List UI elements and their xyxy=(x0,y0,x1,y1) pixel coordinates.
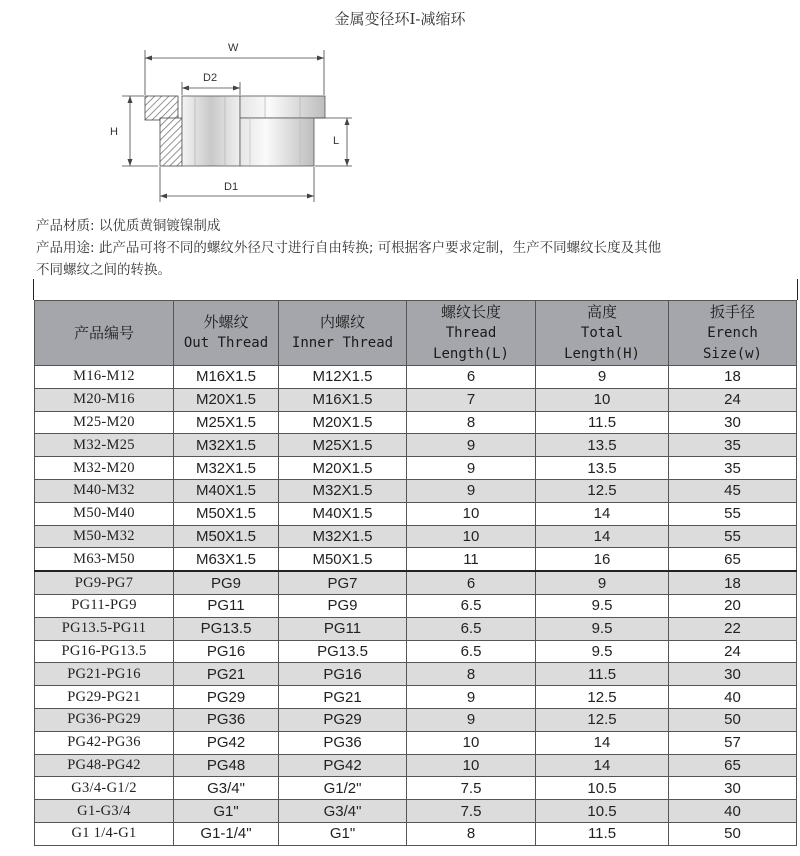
cell-wrench-size: 40 xyxy=(669,686,797,709)
technical-drawing xyxy=(100,30,360,210)
cell-total-length: 10.5 xyxy=(536,777,669,800)
cell-out-thread: PG21 xyxy=(174,663,279,686)
table-row xyxy=(35,434,797,457)
cell-wrench-size: 55 xyxy=(669,502,797,525)
cell-out-thread: G1" xyxy=(174,800,279,823)
usage-text-line2: 不同螺纹之间的转换。 xyxy=(36,262,171,278)
cell-out-thread: PG36 xyxy=(174,708,279,731)
cell-out-thread: PG42 xyxy=(174,731,279,754)
cell-wrench-size: 45 xyxy=(669,479,797,502)
cell-wrench-size: 18 xyxy=(669,571,797,594)
cell-thread-length: 6 xyxy=(407,366,536,389)
cell-wrench-size: 24 xyxy=(669,388,797,411)
cell-inner-thread: M50X1.5 xyxy=(279,548,407,571)
table-row xyxy=(35,800,797,823)
cell-thread-length: 8 xyxy=(407,411,536,434)
cell-out-thread: PG29 xyxy=(174,686,279,709)
table-row xyxy=(35,502,797,525)
cell-thread-length: 11 xyxy=(407,548,536,571)
cell-inner-thread: PG29 xyxy=(279,708,407,731)
cell-thread-length: 8 xyxy=(407,822,536,845)
cell-model: PG42-PG36 xyxy=(35,731,174,754)
table-row xyxy=(35,525,797,548)
cell-wrench-size: 30 xyxy=(669,777,797,800)
table-row xyxy=(35,640,797,663)
cell-thread-length: 7.5 xyxy=(407,777,536,800)
cell-model: M25-M20 xyxy=(35,411,174,434)
cell-out-thread: M20X1.5 xyxy=(174,388,279,411)
cell-wrench-size: 20 xyxy=(669,594,797,617)
cell-thread-length: 9 xyxy=(407,434,536,457)
cell-total-length: 12.5 xyxy=(536,479,669,502)
cell-total-length: 9 xyxy=(536,571,669,594)
cell-thread-length: 10 xyxy=(407,525,536,548)
table-row xyxy=(35,754,797,777)
cell-out-thread: M16X1.5 xyxy=(174,366,279,389)
cell-inner-thread: M40X1.5 xyxy=(279,502,407,525)
cell-out-thread: M63X1.5 xyxy=(174,548,279,571)
cell-model: PG36-PG29 xyxy=(35,708,174,731)
table-row xyxy=(35,594,797,617)
cell-model: M32-M25 xyxy=(35,434,174,457)
cell-model: PG16-PG13.5 xyxy=(35,640,174,663)
table-row xyxy=(35,686,797,709)
cell-model: M16-M12 xyxy=(35,366,174,389)
table-row xyxy=(35,708,797,731)
header-thread-length: 螺纹长度 Thread Length(L) xyxy=(407,301,536,366)
cell-total-length: 9.5 xyxy=(536,594,669,617)
cell-thread-length: 9 xyxy=(407,708,536,731)
cell-model: PG21-PG16 xyxy=(35,663,174,686)
cell-total-length: 12.5 xyxy=(536,708,669,731)
table-row xyxy=(35,548,797,571)
cell-wrench-size: 50 xyxy=(669,708,797,731)
cell-model: PG48-PG42 xyxy=(35,754,174,777)
cell-inner-thread: PG7 xyxy=(279,571,407,594)
cell-inner-thread: G1" xyxy=(279,822,407,845)
cell-total-length: 11.5 xyxy=(536,411,669,434)
cell-wrench-size: 30 xyxy=(669,663,797,686)
cell-out-thread: G1-1/4" xyxy=(174,822,279,845)
dim-w-label: W xyxy=(228,42,239,54)
cell-inner-thread: PG16 xyxy=(279,663,407,686)
table-row xyxy=(35,457,797,480)
usage-text-line1: 产品用途: 此产品可将不同的螺纹外径尺寸进行自由转换; 可根据客户要求定制，生产不同螺纹长度及其他 xyxy=(36,240,662,256)
material-text: 产品材质: 以优质黄铜镀镍制成 xyxy=(36,218,221,234)
page-title: 金属变径环I-减缩环 xyxy=(334,10,466,28)
table-row xyxy=(35,366,797,389)
cell-inner-thread: M32X1.5 xyxy=(279,479,407,502)
cell-out-thread: PG48 xyxy=(174,754,279,777)
header-model: 产品编号 xyxy=(35,301,174,366)
cell-total-length: 13.5 xyxy=(536,434,669,457)
cell-thread-length: 7.5 xyxy=(407,800,536,823)
cell-thread-length: 10 xyxy=(407,731,536,754)
cell-total-length: 14 xyxy=(536,731,669,754)
cell-out-thread: M25X1.5 xyxy=(174,411,279,434)
cell-total-length: 9.5 xyxy=(536,617,669,640)
cell-thread-length: 6.5 xyxy=(407,594,536,617)
cell-inner-thread: PG36 xyxy=(279,731,407,754)
cell-inner-thread: M12X1.5 xyxy=(279,366,407,389)
cell-inner-thread: M20X1.5 xyxy=(279,457,407,480)
table-row xyxy=(35,479,797,502)
cell-model: PG11-PG9 xyxy=(35,594,174,617)
cell-wrench-size: 65 xyxy=(669,548,797,571)
cell-total-length: 14 xyxy=(536,525,669,548)
cell-model: M50-M32 xyxy=(35,525,174,548)
cell-wrench-size: 50 xyxy=(669,822,797,845)
table-row xyxy=(35,617,797,640)
header-total-length: 高度 Total Length(H) xyxy=(536,301,669,366)
cell-model: G1 1/4-G1 xyxy=(35,822,174,845)
cell-total-length: 14 xyxy=(536,754,669,777)
cell-wrench-size: 55 xyxy=(669,525,797,548)
cell-model: G3/4-G1/2 xyxy=(35,777,174,800)
cell-total-length: 12.5 xyxy=(536,686,669,709)
cell-thread-length: 8 xyxy=(407,663,536,686)
cell-model: PG13.5-PG11 xyxy=(35,617,174,640)
cell-total-length: 9 xyxy=(536,366,669,389)
cell-model: PG9-PG7 xyxy=(35,571,174,594)
cell-thread-length: 6.5 xyxy=(407,640,536,663)
cell-model: M32-M20 xyxy=(35,457,174,480)
cell-out-thread: PG16 xyxy=(174,640,279,663)
cell-total-length: 11.5 xyxy=(536,663,669,686)
header-out-thread: 外螺纹 Out Thread xyxy=(174,301,279,366)
cell-model: M40-M32 xyxy=(35,479,174,502)
cell-wrench-size: 35 xyxy=(669,434,797,457)
cell-thread-length: 9 xyxy=(407,686,536,709)
dim-l-label: L xyxy=(333,135,340,147)
table-row xyxy=(35,388,797,411)
table-frame xyxy=(33,279,798,300)
cell-out-thread: PG9 xyxy=(174,571,279,594)
cell-wrench-size: 57 xyxy=(669,731,797,754)
cell-inner-thread: PG21 xyxy=(279,686,407,709)
cell-total-length: 16 xyxy=(536,548,669,571)
cell-wrench-size: 24 xyxy=(669,640,797,663)
cell-model: M50-M40 xyxy=(35,502,174,525)
cell-out-thread: PG13.5 xyxy=(174,617,279,640)
cell-out-thread: M40X1.5 xyxy=(174,479,279,502)
spec-table xyxy=(34,300,797,846)
table-row xyxy=(35,411,797,434)
cell-out-thread: M50X1.5 xyxy=(174,525,279,548)
cell-wrench-size: 65 xyxy=(669,754,797,777)
dim-d2-label: D2 xyxy=(203,72,218,84)
cell-total-length: 14 xyxy=(536,502,669,525)
table-row xyxy=(35,571,797,594)
table-row xyxy=(35,822,797,845)
cell-inner-thread: M32X1.5 xyxy=(279,525,407,548)
cell-wrench-size: 35 xyxy=(669,457,797,480)
cell-model: M63-M50 xyxy=(35,548,174,571)
cell-wrench-size: 18 xyxy=(669,366,797,389)
cell-inner-thread: G3/4" xyxy=(279,800,407,823)
cell-thread-length: 9 xyxy=(407,457,536,480)
cell-thread-length: 6 xyxy=(407,571,536,594)
cell-out-thread: PG11 xyxy=(174,594,279,617)
cell-out-thread: M32X1.5 xyxy=(174,434,279,457)
cell-thread-length: 6.5 xyxy=(407,617,536,640)
header-wrench-size: 扳手径 Erench Size(w) xyxy=(669,301,797,366)
cell-inner-thread: PG13.5 xyxy=(279,640,407,663)
cell-total-length: 13.5 xyxy=(536,457,669,480)
cell-total-length: 10 xyxy=(536,388,669,411)
cell-thread-length: 9 xyxy=(407,479,536,502)
cell-inner-thread: M20X1.5 xyxy=(279,411,407,434)
cell-model: M20-M16 xyxy=(35,388,174,411)
cell-inner-thread: PG11 xyxy=(279,617,407,640)
cell-out-thread: M32X1.5 xyxy=(174,457,279,480)
table-row xyxy=(35,777,797,800)
cell-inner-thread: PG9 xyxy=(279,594,407,617)
header-inner-thread: 内螺纹 Inner Thread xyxy=(279,301,407,366)
cell-wrench-size: 22 xyxy=(669,617,797,640)
cell-out-thread: M50X1.5 xyxy=(174,502,279,525)
cell-total-length: 9.5 xyxy=(536,640,669,663)
table-header-row xyxy=(35,301,797,366)
cell-inner-thread: M25X1.5 xyxy=(279,434,407,457)
table-row xyxy=(35,731,797,754)
table-row xyxy=(35,663,797,686)
cell-out-thread: G3/4" xyxy=(174,777,279,800)
cell-thread-length: 10 xyxy=(407,754,536,777)
cell-total-length: 10.5 xyxy=(536,800,669,823)
cell-model: PG29-PG21 xyxy=(35,686,174,709)
cell-wrench-size: 30 xyxy=(669,411,797,434)
cell-inner-thread: PG42 xyxy=(279,754,407,777)
cell-inner-thread: G1/2" xyxy=(279,777,407,800)
cell-inner-thread: M16X1.5 xyxy=(279,388,407,411)
cell-thread-length: 10 xyxy=(407,502,536,525)
cell-thread-length: 7 xyxy=(407,388,536,411)
dim-d1-label: D1 xyxy=(224,181,239,193)
cell-wrench-size: 40 xyxy=(669,800,797,823)
cell-total-length: 11.5 xyxy=(536,822,669,845)
cell-model: G1-G3/4 xyxy=(35,800,174,823)
dim-h-label: H xyxy=(110,126,118,138)
